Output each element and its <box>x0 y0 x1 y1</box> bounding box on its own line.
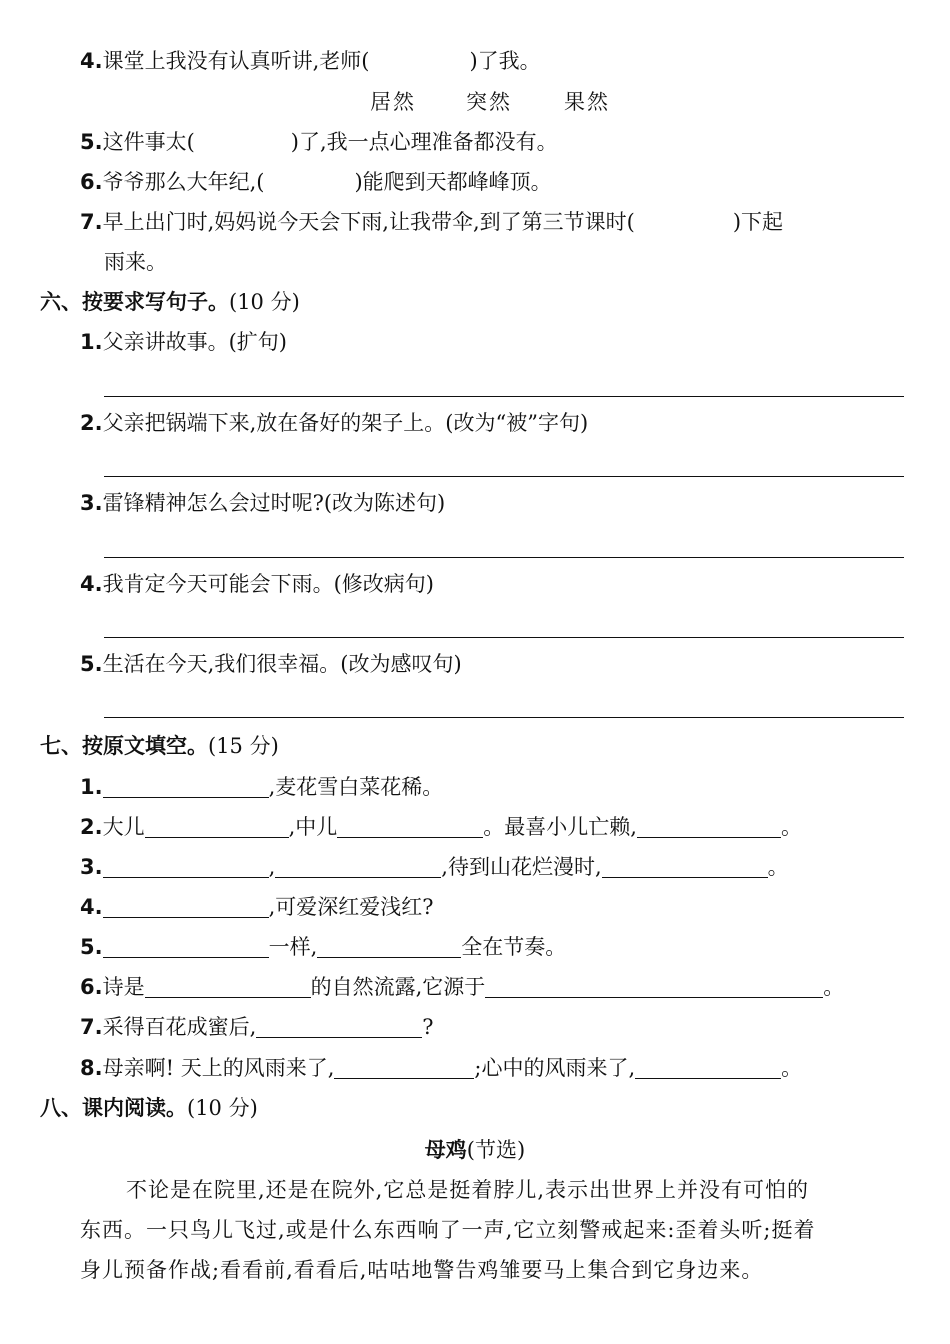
option-1: 居然 <box>370 90 416 114</box>
fill-item-7: 7.早上出门时,妈妈说今天会下雨,让我带伞,到了第三节课时( )下起 <box>80 210 784 234</box>
blank[interactable] <box>602 855 768 878</box>
s6-item-4: 4.我肯定今天可能会下雨。(修改病句) <box>80 572 434 596</box>
blank[interactable] <box>275 855 441 878</box>
blank[interactable] <box>103 935 269 958</box>
passage-title: 母鸡(节选) <box>424 1138 526 1162</box>
blank[interactable] <box>637 815 781 838</box>
s7-item-8: 8.母亲啊! 天上的风雨来了, ;心中的风雨来了, 。 <box>80 1056 803 1080</box>
s6-item-5: 5.生活在今天,我们很幸福。(改为感叹句) <box>80 652 462 676</box>
s7-item-6: 6.诗是 的自然流露,它源于 。 <box>80 975 845 999</box>
section-7-heading: 七、按原文填空。(15 分) <box>40 734 279 758</box>
s7-item-2: 2.大儿 ,中儿 。最喜小儿亡赖, 。 <box>80 815 802 839</box>
blank[interactable] <box>103 895 269 918</box>
blank[interactable] <box>334 1056 474 1079</box>
option-3: 果然 <box>564 90 610 114</box>
s6-item-1: 1.父亲讲故事。(扩句) <box>80 330 287 354</box>
passage-line-1: 不论是在院里,还是在院外,它总是挺着脖儿,表示出世界上并没有可怕的 <box>126 1178 810 1202</box>
blank[interactable] <box>256 1015 422 1038</box>
s7-item-1: 1. ,麦花雪白菜花稀。 <box>80 775 444 799</box>
blank[interactable] <box>103 775 269 798</box>
s7-item-4: 4. ,可爱深红爱浅红? <box>80 895 434 919</box>
blank[interactable] <box>635 1056 781 1079</box>
blank[interactable] <box>103 855 269 878</box>
fill-item-7-continued: 雨来。 <box>104 250 167 274</box>
answer-line[interactable] <box>104 396 904 397</box>
s7-item-7: 7.采得百花成蜜后, ? <box>80 1015 434 1039</box>
blank[interactable] <box>145 975 311 998</box>
blank[interactable] <box>485 975 823 998</box>
fill-item-5: 5.这件事太( )了,我一点心理准备都没有。 <box>80 130 558 154</box>
s7-item-3: 3. , ,待到山花烂漫时, 。 <box>80 855 789 879</box>
passage-line-3: 身儿预备作战;看看前,看看后,咕咕地警告鸡雏要马上集合到它身边来。 <box>80 1258 764 1282</box>
answer-line[interactable] <box>104 717 904 718</box>
section-8-heading: 八、课内阅读。(10 分) <box>40 1096 258 1120</box>
section-6-heading: 六、按要求写句子。(10 分) <box>40 290 300 314</box>
blank[interactable] <box>337 815 483 838</box>
answer-line[interactable] <box>104 557 904 558</box>
passage-line-2: 东西。一只鸟儿飞过,或是什么东西响了一声,它立刻警戒起来:歪着头听;挺着 <box>80 1218 816 1242</box>
s7-item-5: 5. 一样, 全在节奏。 <box>80 935 567 959</box>
option-2: 突然 <box>466 90 512 114</box>
blank[interactable] <box>145 815 289 838</box>
blank[interactable] <box>317 935 461 958</box>
s6-item-3: 3.雷锋精神怎么会过时呢?(改为陈述句) <box>80 491 446 515</box>
fill-item-6: 6.爷爷那么大年纪,( )能爬到天都峰峰顶。 <box>80 170 552 194</box>
s6-item-2: 2.父亲把锅端下来,放在备好的架子上。(改为“被”字句) <box>80 411 589 435</box>
answer-line[interactable] <box>104 476 904 477</box>
answer-line[interactable] <box>104 637 904 638</box>
fill-item-4: 4.课堂上我没有认真听讲,老师( )了我。 <box>80 49 541 73</box>
